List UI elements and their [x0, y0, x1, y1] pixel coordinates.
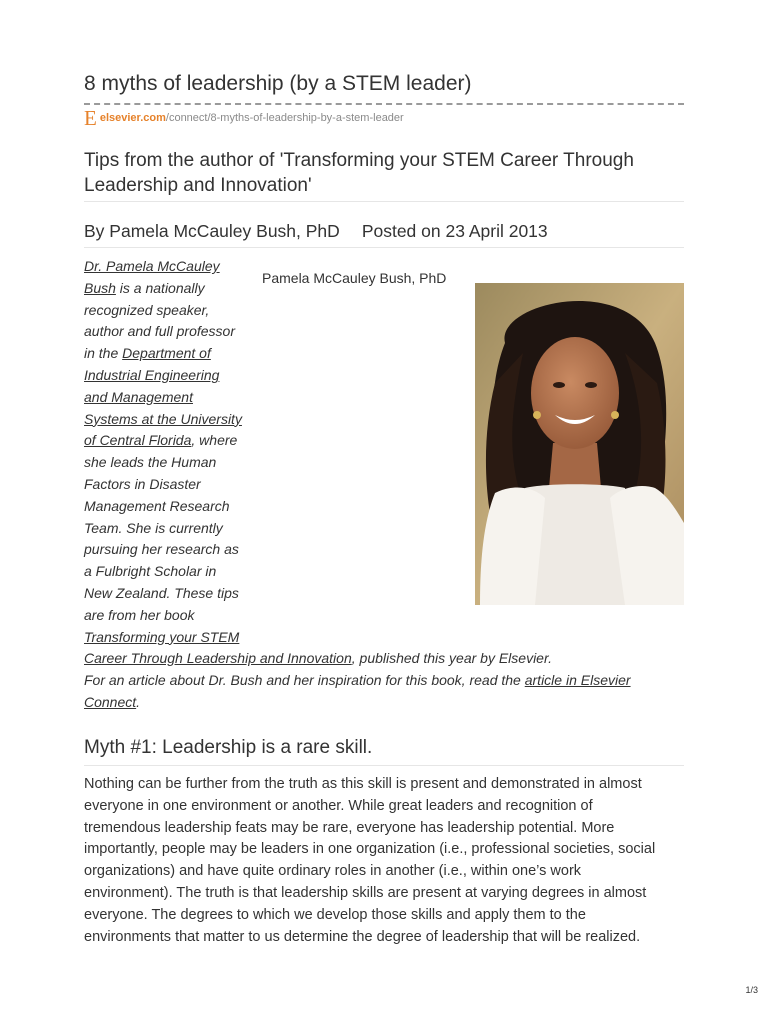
bio-text: author and full professor [84, 323, 235, 340]
bio-text: a Fulbright Scholar in [84, 563, 217, 580]
elsevier-connect-article-link-cont[interactable]: Connect [84, 694, 137, 710]
section-paragraph [84, 774, 696, 948]
paragraph-line: Nothing can be further from the truth as this skill is present and demonstrated in almost [84, 776, 642, 792]
section-heading-myth-1: Myth #1: Leadership is a rare skill. [84, 737, 373, 758]
section-divider [84, 765, 684, 766]
author-portrait-image [475, 283, 684, 605]
department-link-cont[interactable]: Systems at the University [84, 410, 242, 427]
bio-text: in the [84, 345, 123, 362]
bio-text: For an article about Dr. Bush and her inspiration for this book, read the [84, 672, 525, 688]
bio-text: New Zealand. These tips [84, 584, 239, 601]
author-profile-link[interactable]: Dr. Pamela McCauley [84, 258, 220, 274]
bio-text: . [136, 694, 141, 710]
bio-text: , published this year by Elsevier. [351, 650, 552, 666]
subtitle-divider [84, 201, 684, 202]
paragraph-line: environment). The truth is that leadership skills are present at varying degrees in almost [84, 884, 647, 901]
department-link-cont[interactable]: of Central Florida [84, 432, 192, 449]
bio-text: , where [191, 432, 238, 449]
author-bio-cont [84, 648, 684, 670]
author-bio [84, 256, 244, 648]
paragraph-line: everyone. The degrees to which we develop those skills and apply them to the [84, 906, 586, 923]
book-link[interactable]: Transforming your STEM [84, 628, 240, 645]
author-bio-cont [84, 692, 684, 714]
bio-text: are from her book [84, 606, 195, 623]
author-photo [475, 283, 684, 605]
bio-text: is a nationally [115, 279, 205, 296]
source-domain[interactable]: elsevier.com [99, 112, 166, 124]
paragraph-line: organizations) and have quite ordinary roles in another (i.e., within one’s work [84, 863, 582, 880]
page-number: 1/3 [745, 985, 758, 995]
bio-text: Management Research [84, 497, 230, 514]
bio-text: recognized speaker, [84, 301, 210, 318]
elsevier-logo-icon: E [84, 106, 97, 130]
posted-date: Posted on 23 April 2013 [361, 221, 548, 241]
paragraph-line: everyone in one environment or another. While great leaders and recognition of [84, 797, 593, 814]
department-link-cont[interactable]: and Management [84, 388, 193, 405]
byline [84, 221, 548, 242]
book-link-cont[interactable]: Career Through Leadership and Innovation [84, 650, 352, 666]
title-divider [84, 103, 684, 105]
author-profile-link-cont[interactable]: Bush [84, 279, 116, 296]
photo-caption: Pamela McCauley Bush, PhD [262, 270, 447, 286]
bio-text: she leads the Human [84, 454, 217, 471]
article-title: 8 myths of leadership (by a STEM leader) [84, 72, 472, 95]
bio-text: Factors in Disaster [84, 475, 201, 492]
article-subtitle: Tips from the author of 'Transforming your STEM Career Through Leadership and Innovation' [84, 150, 634, 196]
author-line: By Pamela McCauley Bush, PhD [84, 221, 340, 241]
source-link[interactable] [84, 108, 404, 128]
source-path[interactable]: /connect/8-myths-of-leadership-by-a-stem-leader [165, 112, 404, 124]
paragraph-line: importantly, people may be leaders in one organization (i.e., professional societies, social [84, 841, 656, 858]
bio-text: pursuing her research as [84, 541, 239, 558]
department-link-cont[interactable]: Industrial Engineering [84, 366, 220, 383]
bio-text: Team. She is currently [84, 519, 223, 536]
department-link[interactable]: Department of [122, 345, 211, 362]
elsevier-connect-article-link[interactable]: article in Elsevier [524, 672, 631, 688]
byline-divider [84, 247, 684, 248]
paragraph-line: tremendous leadership feats may be rare, everyone has leadership potential. More [84, 819, 615, 836]
paragraph-line: environments that matter to us determine the degree of leadership that will be realized. [84, 928, 641, 945]
author-bio-cont [84, 670, 684, 692]
